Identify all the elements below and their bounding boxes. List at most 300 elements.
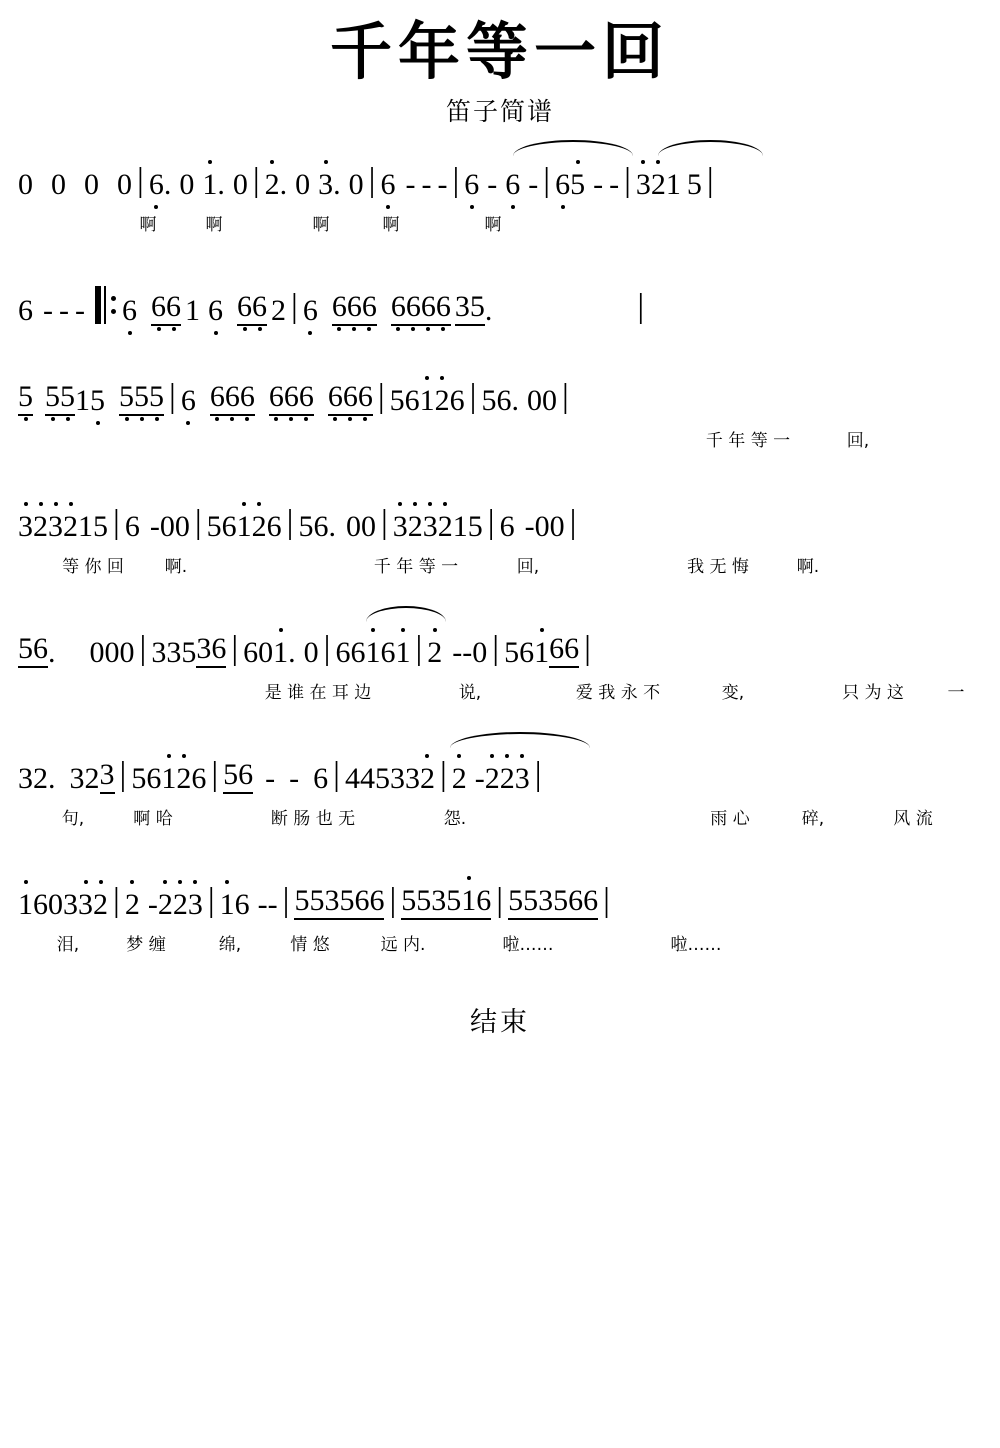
barline: | xyxy=(380,504,388,542)
notation-line xyxy=(18,496,982,542)
note: 5 xyxy=(374,762,390,796)
note: 2 xyxy=(124,888,140,922)
note: 2 xyxy=(157,888,173,922)
lyrics-line xyxy=(18,804,982,830)
note: 6 xyxy=(243,636,259,670)
lyric: 风 流 xyxy=(893,809,933,830)
beamed-group xyxy=(210,382,255,416)
sheet-music-page xyxy=(0,15,1000,1448)
barline: | xyxy=(368,162,376,200)
lyric: 回, xyxy=(846,431,870,452)
dash: - xyxy=(75,294,85,328)
dot: . xyxy=(48,762,56,796)
note: 6 xyxy=(499,510,515,544)
barline: | xyxy=(231,630,239,668)
note: 1 xyxy=(419,384,435,418)
note: 6 xyxy=(404,384,420,418)
note: 2 xyxy=(419,762,435,796)
note: 1 xyxy=(461,884,477,918)
note: 0 xyxy=(119,636,135,670)
barline: | xyxy=(439,756,447,794)
note: 5 xyxy=(119,380,134,414)
note: 5 xyxy=(131,762,147,796)
lyric: 我 无 悔 xyxy=(687,557,749,578)
beamed-group xyxy=(549,634,579,668)
lyric: 等 你 回 xyxy=(62,557,124,578)
dash: - xyxy=(462,636,473,670)
note: 5 xyxy=(206,510,222,544)
note: 5 xyxy=(45,380,60,414)
repeat-start-barline xyxy=(95,286,116,324)
lyric: 啊 xyxy=(382,215,400,236)
note: 6 xyxy=(568,884,584,918)
note: 6 xyxy=(191,762,207,796)
note: 6 xyxy=(505,168,521,202)
note: 6 xyxy=(166,290,181,324)
beamed-group xyxy=(455,292,485,326)
note: 6 xyxy=(435,290,451,324)
lyric: 啊 xyxy=(205,215,223,236)
note: 6 xyxy=(124,510,140,544)
note: 0 xyxy=(526,384,542,418)
lyric: 回, xyxy=(516,557,540,578)
note: 1 xyxy=(273,636,289,670)
note: 6 xyxy=(221,510,237,544)
page-title: 千年等一回 xyxy=(329,15,670,88)
note: 5 xyxy=(18,380,33,414)
note: 5 xyxy=(90,384,105,418)
note: 6 xyxy=(313,762,329,796)
note: 5 xyxy=(18,632,33,666)
note: 3 xyxy=(404,762,420,796)
note: 6 xyxy=(420,290,436,324)
note: 0 xyxy=(472,636,488,670)
note: 2 xyxy=(271,294,286,328)
score-system xyxy=(18,154,982,236)
beamed-group xyxy=(119,382,164,416)
lyric: 远 内. xyxy=(380,935,426,956)
note: 2 xyxy=(437,510,453,544)
note: 2 xyxy=(63,510,78,544)
note: 5 xyxy=(416,884,432,918)
beamed-group xyxy=(328,382,373,416)
lyric: 爱 我 永 不 xyxy=(575,683,661,704)
note: 5 xyxy=(181,636,197,670)
beamed-group xyxy=(100,760,115,794)
note: 6 xyxy=(298,380,314,414)
note: 6 xyxy=(357,380,373,414)
note: 6 xyxy=(234,888,250,922)
lyric: 啊 xyxy=(139,215,157,236)
tie-slur xyxy=(513,140,633,156)
note: 6 xyxy=(122,294,137,328)
note: 2 xyxy=(264,168,280,202)
beamed-group xyxy=(332,292,377,326)
note: 6 xyxy=(361,290,377,324)
note: 2 xyxy=(427,636,443,670)
note: 6 xyxy=(18,294,33,328)
note: 6 xyxy=(405,290,421,324)
note: 0 xyxy=(549,510,565,544)
dot: . xyxy=(484,294,493,328)
note: 6 xyxy=(390,290,406,324)
barline: | xyxy=(534,756,542,794)
note: 6 xyxy=(211,632,227,666)
dash: - xyxy=(487,168,498,202)
dash: - xyxy=(43,294,53,328)
note: 3 xyxy=(389,762,405,796)
note: 5 xyxy=(686,168,702,202)
note: 6 xyxy=(476,884,492,918)
note: 2 xyxy=(484,762,500,796)
note: 3 xyxy=(48,510,63,544)
note: 1 xyxy=(202,168,218,202)
note: 3 xyxy=(431,884,447,918)
lyrics-line xyxy=(18,426,982,452)
note: 0 xyxy=(179,168,195,202)
note: 0 xyxy=(303,636,319,670)
lyric: 雨 心 xyxy=(710,809,750,830)
note: 5 xyxy=(149,380,164,414)
score-systems xyxy=(0,154,1000,956)
dash: - xyxy=(524,510,535,544)
dash: - xyxy=(147,888,158,922)
note: 5 xyxy=(134,380,149,414)
beamed-group xyxy=(18,382,33,416)
note: 0 xyxy=(348,168,364,202)
note: 5 xyxy=(294,884,310,918)
note: 6 xyxy=(266,510,282,544)
notation-line xyxy=(18,874,982,920)
dash: - xyxy=(609,168,620,202)
note: 5 xyxy=(298,510,314,544)
page-subtitle: 笛子简谱 xyxy=(445,97,554,127)
lyric: 说, xyxy=(458,683,482,704)
note: 2 xyxy=(84,762,100,796)
beamed-group xyxy=(508,886,598,920)
beamed-group xyxy=(196,634,226,668)
dash: - xyxy=(265,762,276,796)
note: 6 xyxy=(380,636,396,670)
note: 6 xyxy=(224,380,240,414)
note: 3 xyxy=(196,632,212,666)
note: 1 xyxy=(395,636,411,670)
score-system xyxy=(18,370,982,452)
note: 0 xyxy=(534,510,550,544)
note: 3 xyxy=(166,636,182,670)
lyric: 啊 哈 xyxy=(133,809,173,830)
note: 3 xyxy=(454,290,470,324)
barline: | xyxy=(286,504,294,542)
lyric: 情 悠 xyxy=(290,935,330,956)
note: 0 xyxy=(84,168,99,202)
note: 3 xyxy=(318,168,334,202)
note: 3 xyxy=(392,510,408,544)
dash: - xyxy=(257,888,268,922)
note: 2 xyxy=(33,762,48,796)
barline: | xyxy=(282,882,290,920)
dash: - xyxy=(59,294,69,328)
note: 2 xyxy=(451,762,467,796)
note: 6 xyxy=(449,384,465,418)
lyrics-line xyxy=(18,552,982,578)
dash: - xyxy=(405,168,416,202)
note: 5 xyxy=(223,758,239,792)
lyric: 泪, xyxy=(56,935,80,956)
note: 6 xyxy=(237,290,252,324)
note: 6 xyxy=(252,290,267,324)
note: 6 xyxy=(346,290,362,324)
dot: . xyxy=(48,636,56,670)
lyric: 断 肠 也 无 xyxy=(270,809,356,830)
dot: . xyxy=(511,384,519,418)
note: 6 xyxy=(519,636,535,670)
score-system xyxy=(18,874,982,956)
note: 1 xyxy=(18,888,33,922)
note: 4 xyxy=(359,762,375,796)
note: 1 xyxy=(665,168,681,202)
barline: | xyxy=(137,162,144,200)
note: 0 xyxy=(345,510,361,544)
note: 0 xyxy=(117,168,132,202)
barline: | xyxy=(291,288,298,326)
note: 3 xyxy=(538,884,554,918)
lyric: 绵, xyxy=(218,935,242,956)
note: 2 xyxy=(407,510,423,544)
note: 5 xyxy=(446,884,462,918)
note: 3 xyxy=(78,888,93,922)
dash: - xyxy=(452,636,463,670)
note: 5 xyxy=(467,510,483,544)
notation-line xyxy=(18,370,982,416)
notation-line xyxy=(18,622,982,668)
note: 6 xyxy=(464,168,480,202)
barline: | xyxy=(323,630,331,668)
score-system xyxy=(18,496,982,578)
note: 1 xyxy=(78,510,93,544)
note: 0 xyxy=(258,636,274,670)
note: 1 xyxy=(185,294,200,328)
score-system xyxy=(18,280,982,326)
lyric: 句, xyxy=(61,809,85,830)
barline: | xyxy=(211,756,219,794)
score-system xyxy=(18,748,982,830)
barline: | xyxy=(637,288,645,326)
note: 0 xyxy=(174,510,190,544)
lyric: 只 为 这 xyxy=(842,683,904,704)
note: 0 xyxy=(159,510,175,544)
barline: | xyxy=(584,630,591,668)
beamed-group xyxy=(401,886,491,920)
note: 6 xyxy=(151,290,166,324)
beamed-group xyxy=(45,382,75,416)
note: 0 xyxy=(104,636,120,670)
beamed-group xyxy=(237,292,267,326)
end-mark: 结束 xyxy=(470,1007,530,1039)
barline: | xyxy=(119,756,127,794)
barline: | xyxy=(561,378,569,416)
note: 5 xyxy=(401,884,417,918)
note: 0 xyxy=(51,168,66,202)
note: 2 xyxy=(33,510,48,544)
note: 3 xyxy=(422,510,438,544)
lyrics-line xyxy=(18,210,982,236)
tie-slur xyxy=(366,606,446,622)
dash: - xyxy=(593,168,604,202)
note: 6 xyxy=(369,884,385,918)
lyric: 是 谁 在 耳 边 xyxy=(264,683,372,704)
note: 6 xyxy=(180,384,196,418)
note: 6 xyxy=(549,632,565,666)
note: 2 xyxy=(499,762,515,796)
beamed-group xyxy=(18,634,48,668)
note: 0 xyxy=(295,168,311,202)
note: 3 xyxy=(69,762,85,796)
note: 6 xyxy=(239,380,255,414)
barline: | xyxy=(207,882,215,920)
dash: - xyxy=(474,762,485,796)
note: 5 xyxy=(523,884,539,918)
barline: | xyxy=(706,162,714,200)
barline: | xyxy=(415,630,423,668)
barline: | xyxy=(194,504,202,542)
note: 2 xyxy=(434,384,450,418)
dot: . xyxy=(217,168,225,202)
note: 6 xyxy=(583,884,599,918)
note: 6 xyxy=(302,294,318,328)
barline: | xyxy=(452,162,460,200)
note: 5 xyxy=(553,884,569,918)
barline: | xyxy=(389,882,397,920)
note: 6 xyxy=(268,380,284,414)
barline: | xyxy=(603,882,610,920)
tie-slur xyxy=(450,732,590,748)
note: 5 xyxy=(508,884,524,918)
dash: - xyxy=(528,168,539,202)
note: 5 xyxy=(339,884,355,918)
note: 0 xyxy=(541,384,557,418)
lyric: 啊. xyxy=(164,557,188,578)
note: 0 xyxy=(48,888,63,922)
barline: | xyxy=(543,162,551,200)
note: 3 xyxy=(635,168,651,202)
tie-slur xyxy=(658,140,763,156)
note: 2 xyxy=(93,888,108,922)
note: 3 xyxy=(18,762,33,796)
note: 4 xyxy=(344,762,360,796)
lyric: 啊 xyxy=(312,215,330,236)
note: 6 xyxy=(208,294,223,328)
lyric: 啊. xyxy=(796,557,820,578)
barline: | xyxy=(113,882,120,920)
beamed-group xyxy=(391,292,451,326)
dot: . xyxy=(333,168,341,202)
beamed-group xyxy=(151,292,181,326)
barline: | xyxy=(624,162,631,200)
note: 5 xyxy=(504,636,520,670)
barline: | xyxy=(252,162,260,200)
lyric: 碎, xyxy=(801,809,825,830)
note: 1 xyxy=(365,636,381,670)
dot: . xyxy=(288,636,296,670)
dot: . xyxy=(279,168,288,202)
score-system xyxy=(18,622,982,704)
note: 1 xyxy=(236,510,252,544)
note: 6 xyxy=(496,384,512,418)
barline: | xyxy=(469,378,477,416)
note: 6 xyxy=(148,168,164,202)
note: 1 xyxy=(452,510,468,544)
note: 6 xyxy=(327,380,343,414)
note: 1 xyxy=(219,888,235,922)
notation-line xyxy=(18,280,982,326)
note: 5 xyxy=(481,384,497,418)
note: 6 xyxy=(354,884,370,918)
lyrics-line xyxy=(18,930,982,956)
lyric: 啦…… xyxy=(502,935,554,956)
note: 5 xyxy=(570,168,586,202)
note: 6 xyxy=(564,632,580,666)
note: 0 xyxy=(89,636,105,670)
dash: - xyxy=(421,168,432,202)
lyrics-line xyxy=(18,678,982,704)
note: 5 xyxy=(93,510,108,544)
note: 6 xyxy=(313,510,329,544)
lyric: 变, xyxy=(721,683,745,704)
lyric: 怨. xyxy=(443,809,467,830)
barline: | xyxy=(333,756,340,794)
note: 0 xyxy=(232,168,248,202)
note: 3 xyxy=(324,884,340,918)
note: 1 xyxy=(75,384,90,418)
note: 6 xyxy=(342,380,358,414)
beamed-group xyxy=(223,760,253,794)
note: 6 xyxy=(555,168,571,202)
note: 5 xyxy=(469,290,485,324)
note: 5 xyxy=(389,384,405,418)
note: 2 xyxy=(172,888,188,922)
lyric: 啦…… xyxy=(670,935,722,956)
note: 6 xyxy=(146,762,162,796)
note: 6 xyxy=(33,888,48,922)
dot: . xyxy=(328,510,336,544)
note: 3 xyxy=(187,888,203,922)
note: 6 xyxy=(283,380,299,414)
lyric: 千 年 等 一 xyxy=(373,557,459,578)
note: 6 xyxy=(209,380,225,414)
barline: | xyxy=(113,504,120,542)
note: 6 xyxy=(380,168,396,202)
note: 2 xyxy=(650,168,666,202)
note: 6 xyxy=(350,636,366,670)
note: 6 xyxy=(331,290,347,324)
beamed-group xyxy=(294,886,384,920)
note: 3 xyxy=(99,758,115,792)
dash: - xyxy=(437,168,448,202)
note: 3 xyxy=(514,762,530,796)
note: 6 xyxy=(33,632,48,666)
note: 3 xyxy=(151,636,167,670)
notation-line xyxy=(18,748,982,794)
barline: | xyxy=(487,504,495,542)
barline: | xyxy=(496,882,504,920)
dot: . xyxy=(163,168,172,202)
dash: - xyxy=(289,762,300,796)
barline: | xyxy=(492,630,500,668)
note: 1 xyxy=(534,636,550,670)
note: 5 xyxy=(309,884,325,918)
note: 6 xyxy=(335,636,351,670)
